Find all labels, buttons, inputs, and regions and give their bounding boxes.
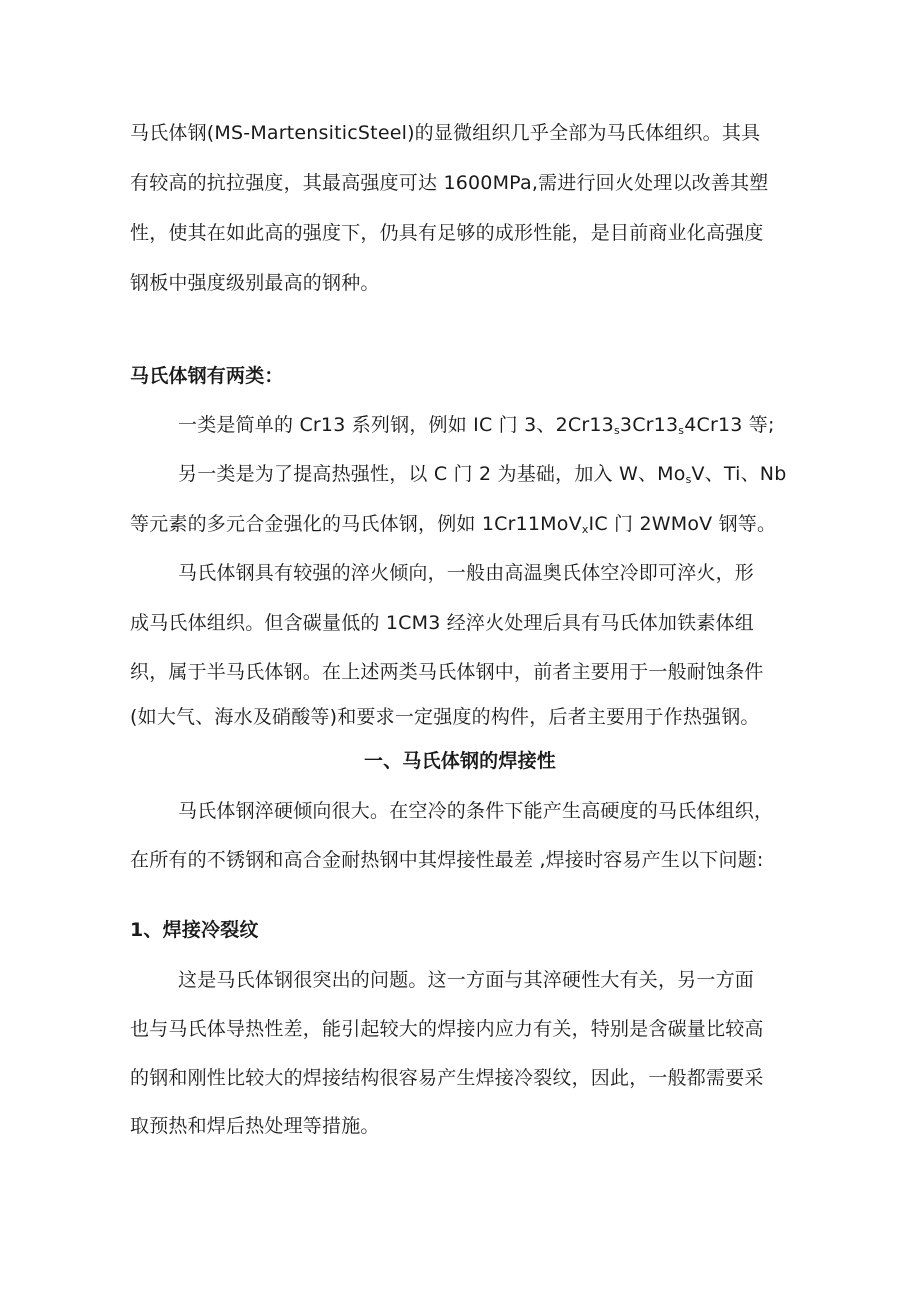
cold-crack-line-1: 这是马氏体钢很突出的问题。这一方面与其淬硬性大有关，另一方面: [178, 969, 755, 991]
type-two-line-1: [178, 462, 786, 486]
quench-line-4: (如大气、海水及硝酸等)和要求一定强度的构件，后者主要用于作热强钢。: [130, 706, 760, 728]
type-one-text-c: 4Cr13 等;: [684, 414, 775, 436]
quench-line-3: 织，属于半马氏体钢。在上述两类马氏体钢中，前者主要用于一般耐蚀条件: [130, 661, 764, 683]
section-one-title: 一、马氏体钢的焊接性: [363, 750, 556, 772]
type-one-line: [178, 413, 775, 437]
type-one-text-a: 一类是简单的 Cr13 系列钢，例如 IC 门 3、2Cr13: [178, 414, 614, 436]
intro-line-2: 有较高的抗拉强度，其最高强度可达 1600MPa,需进行回火处理以改善其塑: [130, 172, 769, 194]
intro-line-3: 性，使其在如此高的强度下，仍具有足够的成形性能，是目前商业化高强度: [130, 222, 764, 244]
intro-line-4: 钢板中强度级别最高的钢种。: [130, 272, 380, 294]
quench-line-2: 成马氏体组织。但含碳量低的 1CM3 经淬火处理后具有马氏体加铁素体组: [130, 612, 754, 634]
weldability-line-1: 马氏体钢淬硬倾向很大。在空冷的条件下能产生高硬度的马氏体组织，: [178, 800, 774, 822]
cold-crack-line-2: 也与马氏体导热性差，能引起较大的焊接内应力有关，特别是含碳量比较高: [130, 1018, 764, 1040]
type-two-text-2a: 等元素的多元合金强化的马氏体钢，例如 1Cr11MoV: [130, 513, 582, 535]
type-two-sub-1: s: [685, 473, 692, 486]
type-two-sub-2: x: [581, 523, 589, 536]
type-one-text-b: 3Cr13: [619, 414, 679, 436]
types-heading: 马氏体钢有两类：: [130, 365, 284, 387]
intro-line-1: 马氏体钢(MS-MartensiticSteel)的显微组织几乎全部为马氏体组织。其具: [130, 122, 761, 144]
type-two-text-1b: V、Ti、Nb: [691, 463, 787, 485]
type-one-sub-2: s: [678, 424, 685, 437]
type-two-text-2b: IC 门 2WMoV 钢等。: [588, 513, 777, 535]
cold-crack-line-4: 取预热和焊后热处理等措施。: [130, 1115, 380, 1137]
weldability-line-2: 在所有的不锈钢和高合金耐热钢中其焊接性最差 ,焊接时容易产生以下问题:: [130, 849, 764, 871]
type-two-text-1a: 另一类是为了提高热强性，以 C 门 2 为基础，加入 W、Mo: [178, 463, 686, 485]
cold-crack-line-3: 的钢和刚性比较大的焊接结构很容易产生焊接冷裂纹，因此，一般都需要采: [130, 1067, 764, 1089]
type-one-sub-1: s: [613, 424, 620, 437]
quench-line-1: 马氏体钢具有较强的淬火倾向，一般由高温奥氏体空冷即可淬火，形: [178, 562, 755, 584]
subsection-one-title: 1、焊接冷裂纹: [130, 919, 259, 941]
type-two-line-2: [130, 512, 776, 536]
